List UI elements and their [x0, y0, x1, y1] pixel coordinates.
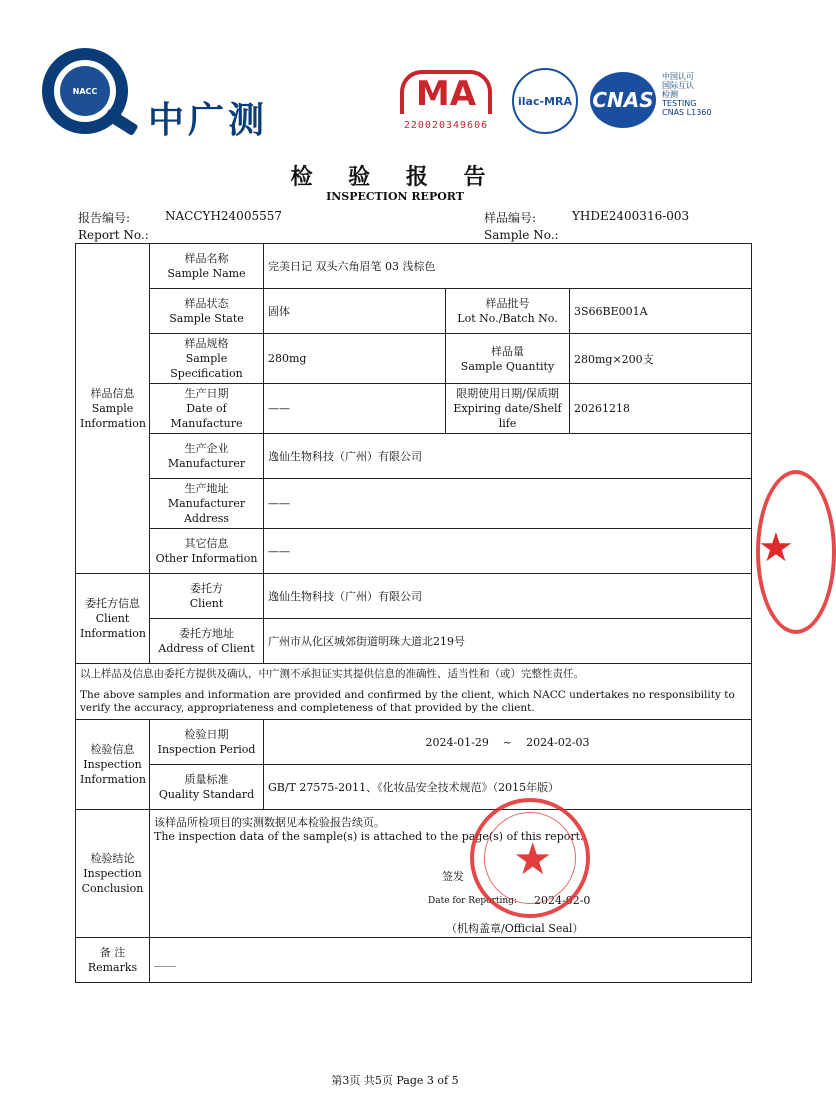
- mfg-date-value: ——: [264, 384, 446, 434]
- other-info-label: 其它信息 Other Information: [150, 529, 264, 574]
- report-title-cn: 检 验 报 告: [290, 164, 500, 190]
- inspection-period-value: 2024-01-29 ~ 2024-02-03: [264, 720, 752, 765]
- report-no-label-en: Report No.:: [78, 228, 149, 242]
- batch-no-value: 3S66BE001A: [570, 289, 752, 334]
- remarks-label: 备 注 Remarks: [76, 938, 150, 983]
- nacc-logo-core: NACC: [60, 66, 110, 116]
- inspection-report-table: [75, 243, 752, 983]
- sample-spec-label: 样品规格 Sample Specification: [150, 334, 264, 384]
- sample-no-label-cn: 样品编号:: [484, 211, 537, 225]
- sample-info-group-label: 样品信息 Sample Information: [76, 244, 150, 574]
- sample-state-value: 固体: [264, 289, 446, 334]
- expiry-label: 限期使用日期/保质期 Expiring date/Shelf life: [446, 384, 570, 434]
- inspection-info-group-label: 检验信息 Inspection Information: [76, 720, 150, 810]
- report-no-value: NACCYH24005557: [165, 209, 282, 223]
- mfr-address-label: 生产地址 Manufacturer Address: [150, 479, 264, 529]
- manufacturer-value: 逸仙生物科技（广州）有限公司: [264, 434, 752, 479]
- date-for-reporting-label: Date for Reporting:: [428, 896, 517, 906]
- mfr-address-value: ——: [264, 479, 752, 529]
- inspection-period-label: 检验日期 Inspection Period: [150, 720, 264, 765]
- ilac-mra-logo: ilac-MRA: [512, 68, 578, 134]
- sign-label: 签发: [442, 870, 464, 883]
- client-address-label: 委托方地址 Address of Client: [150, 619, 264, 664]
- cma-number: 220020349606: [403, 120, 489, 131]
- official-seal-label: （机构盖章/Official Seal）: [446, 922, 584, 935]
- client-address-value: 广州市从化区城郊街道明珠大道北219号: [264, 619, 752, 664]
- sample-name-label: 样品名称 Sample Name: [150, 244, 264, 289]
- remarks-value: ____: [150, 938, 752, 983]
- conclusion-group-label: 检验结论 Inspection Conclusion: [76, 810, 150, 938]
- conclusion-text-en: The inspection data of the sample(s) is attached to the page(s) of this report.: [154, 830, 584, 843]
- mfg-date-label: 生产日期 Date of Manufacture: [150, 384, 264, 434]
- cnas-caption: 中国认可 国际互认 检测 TESTING CNAS L1360: [662, 72, 712, 117]
- client-info-group-label: 委托方信息 Client Information: [76, 574, 150, 664]
- expiry-value: 20261218: [570, 384, 752, 434]
- sample-state-label: 样品状态 Sample State: [150, 289, 264, 334]
- side-seal-star-icon: ★: [758, 525, 794, 571]
- other-info-value: ——: [264, 529, 752, 574]
- sample-qty-value: 280mg×200支: [570, 334, 752, 384]
- report-no-label-cn: 报告编号:: [78, 211, 131, 225]
- disclaimer-en: The above samples and information are provided and confirmed by the client, which NACC undertakes no responsibility to verify the accuracy, appropriateness and completeness of that provided by the client.: [80, 689, 735, 714]
- sample-name-value: 完美日记 双头六角眉笔 03 浅棕色: [264, 244, 752, 289]
- manufacturer-label: 生产企业 Manufacturer: [150, 434, 264, 479]
- quality-standard-value: GB/T 27575-2011、《化妆品安全技术规范》（2015年版）: [264, 765, 752, 810]
- cnas-logo: CNAS: [590, 72, 656, 128]
- client-value: 逸仙生物科技（广州）有限公司: [264, 574, 752, 619]
- seal-star-icon: ★: [513, 834, 553, 885]
- brand-name: 中广测: [148, 100, 269, 141]
- page-footer: 第3页 共5页 Page 3 of 5: [331, 1074, 459, 1087]
- cma-logo: MA: [400, 70, 492, 114]
- sample-no-value: YHDE2400316-003: [572, 209, 690, 223]
- sample-spec-value: 280mg: [264, 334, 446, 384]
- disclaimer: [76, 664, 752, 720]
- disclaimer-cn: 以上样品及信息由委托方提供及确认，中广测不承担证实其提供信息的准确性、适当性和（或）完整性责任。: [80, 668, 584, 680]
- batch-no-label: 样品批号 Lot No./Batch No.: [446, 289, 570, 334]
- conclusion-text-cn: 该样品所检项目的实测数据见本检验报告续页。: [154, 816, 385, 829]
- conclusion-cell: [150, 810, 752, 938]
- client-label: 委托方 Client: [150, 574, 264, 619]
- report-title-en: INSPECTION REPORT: [326, 190, 464, 203]
- sample-qty-label: 样品量 Sample Quantity: [446, 334, 570, 384]
- sample-no-label-en: Sample No.:: [484, 228, 559, 242]
- quality-standard-label: 质量标准 Quality Standard: [150, 765, 264, 810]
- date-for-reporting-value: 2024-02-0: [534, 894, 591, 907]
